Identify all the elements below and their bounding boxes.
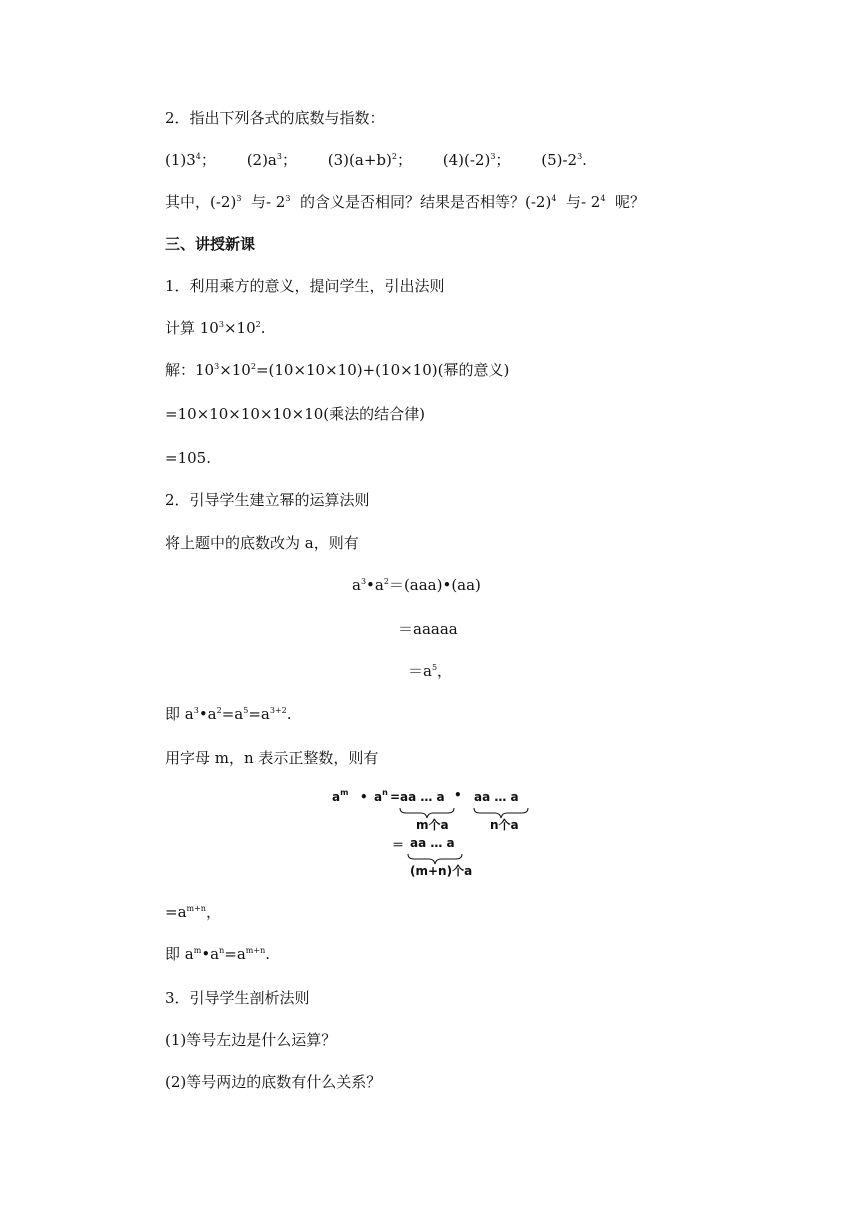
- section-heading: 三、讲授新课: [165, 235, 256, 253]
- replace-base-text: 将上题中的底数改为 a，则有: [165, 534, 359, 552]
- item-5: $(5)-2^3$.: [541, 151, 587, 169]
- fig-group-m: aa … a: [400, 790, 445, 804]
- general-conclusion: 即 $a^m•a^n=a^{m+n}$.: [165, 945, 271, 963]
- fig-n-count-label: n个a: [490, 818, 519, 832]
- fig-equals-2: ＝: [392, 838, 405, 852]
- step-3-heading: 3．引导学生剖析法则: [165, 989, 310, 1007]
- item-3: $(3)(a+b)^2$；: [327, 151, 412, 169]
- fig-dot-1: •: [360, 790, 368, 804]
- solution-line-3: =105.: [165, 449, 211, 467]
- item-2: $(2)a^3$；: [246, 151, 297, 169]
- solution-line-2: =10×10×10×10×10(乘法的结合律): [165, 405, 425, 423]
- question-1: (1)等号左边是什么运算？: [165, 1031, 337, 1049]
- fig-mn-count-label: (m+n)个a: [410, 864, 473, 878]
- derivation-line-2: ＝aaaaa: [398, 620, 458, 638]
- item-4: $(4)(-2)^3$；: [442, 151, 511, 169]
- fig-group-n: aa … a: [474, 790, 519, 804]
- fig-a-n: $a^n$: [374, 788, 388, 804]
- compute-prompt: 计算 $10^3\times 10^2$.: [165, 319, 266, 337]
- step-1-heading: 1．利用乘方的意义，提问学生，引出法则: [165, 277, 445, 295]
- fig-equals-1: =: [390, 790, 401, 804]
- item-1: $(1)3^4$；: [165, 151, 216, 169]
- solution-line-1: 解：$10^3\times 10^2=(10\times 10\times 10)+(10\times 10)$(幂的意义): [165, 361, 510, 379]
- fig-a-m: $a^m$: [332, 788, 349, 804]
- derivation-line-3: $=a^5$，: [408, 662, 453, 680]
- general-result: $=a^{m+n}$，: [165, 903, 221, 921]
- general-statement: 用字母 m，n 表示正整数，则有: [165, 749, 379, 767]
- step-2-heading: 2．引导学生建立幂的运算法则: [165, 491, 370, 509]
- comparison-question: 其中，$(-2)^3$ 与- $2^3$ 的含义是否相同？结果是否相等？$(-2)^4$ 与- $2^4$ 呢？: [165, 193, 646, 211]
- exercise-2-prompt: 2．指出下列各式的底数与指数：: [165, 109, 385, 127]
- fig-m-count-label: m个a: [416, 818, 449, 832]
- conclusion-numeric: 即 $a^3•a^2=a^5=a^{3+2}$.: [165, 705, 292, 723]
- braces-formula-figure: [330, 786, 550, 878]
- question-2: (2)等号两边的底数有什么关系？: [165, 1073, 382, 1091]
- derivation-line-1: $a^3•a^2=(aaa)•(aa)$: [352, 576, 481, 594]
- fig-group-mn: aa … a: [410, 836, 455, 850]
- exercise-2-items: [165, 150, 587, 170]
- fig-dot-2: •: [454, 788, 462, 802]
